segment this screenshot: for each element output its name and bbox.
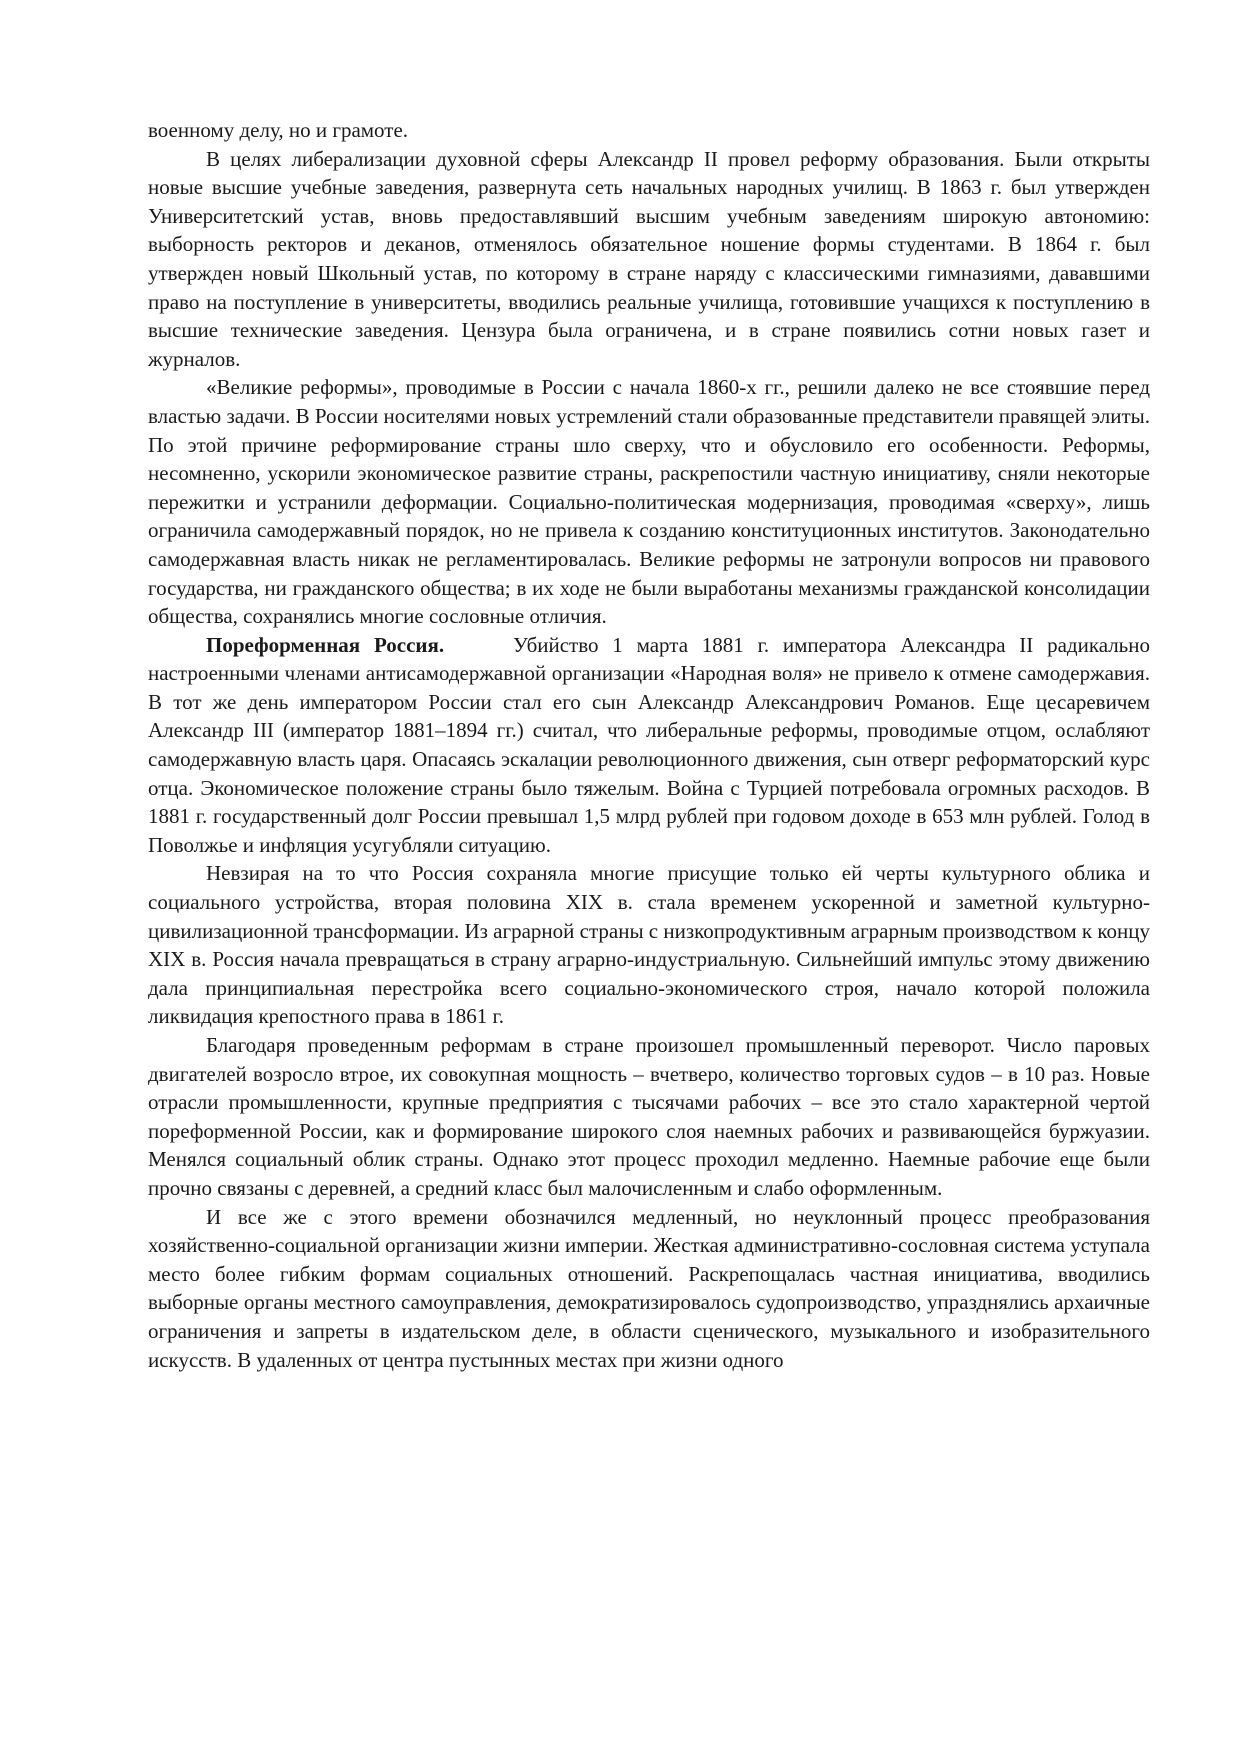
paragraph-text: «Великие реформы», проводимые в России с начала 1860-х гг., решили далеко не все стоявшие перед властью задачи. В России носителями новых устремлений стали образованные представители правящей элиты. По этой причине реформирование страны шло сверху, что и обусловило его особенности. Реформы, несомненно, ускорили экономическое развитие страны, раскрепостили частную инициативу, сняли некоторые пережитки и устранили деформации. Социально-политическая модернизация, проводимая «сверху», лишь ограничила самодержавный порядок, но не привела к созданию конституционных институтов. Законодательно самодержавная власть никак не регламентировалась. Великие реформы не затронули вопросов ни правового государства, ни гражданского общества; в их ходе не были выработаны механизмы гражданской консолидации общества, сохранялись многие сословные отличия. [148,375,1150,629]
paragraph-text: В целях либерализации духовной сферы Александр II провел реформу образования. Были открыты новые высшие учебные заведения, развернута сеть начальных народных училищ. В 1863 г. был утвержден Университетский устав, вновь предоставлявший высшим учебным заведениям широкую автономию: выборность ректоров и деканов, отменялось обязательное ношение формы студентами. В 1864 г. был утвержден новый Школьный устав, по которому в стране наряду с классическими гимназиями, дававшими право на поступление в университеты, вводились реальные училища, готовившие учащихся к поступлению в высшие технические заведения. Цензура была ограничена, и в стране появились сотни новых газет и журналов. [148,146,1150,371]
paragraph-text: военному делу, но и грамоте. [148,118,409,142]
paragraph-text: Невзирая на то что Россия сохраняла многие присущие только ей черты культурного облика и социального устройства, вторая половина XIX в. стала временем ускоренной и заметной культурно-цивилизационной трансформации. Из аграрной страны с низкопродуктивным аграрным производством к концу XIX в. Россия начала превращаться в страну аграрно-индустриальную. Сильнейший импульс этому движению дала принципиальная перестройка всего социально-экономического строя, начало которой положила ликвидация крепостного права в 1861 г. [148,861,1150,1029]
paragraph-text: И все же с этого времени обозначился медленный, но неуклонный процесс преобразования хозяйственно-социальной организации жизни империи. Жесткая административно-сословная система уступала место более гибким формам социальных отношений. Раскрепощалась частная инициатива, вводились выборные органы местного самоуправления, демократизировалось судопроизводство, упразднялись архаичные ограничения и запреты в издательском деле, в области сценического, музыкального и изобразительного искусств. В удаленных от центра пустынных местах при жизни одного [148,1204,1150,1372]
paragraph-continuation [148,116,1150,145]
paragraph-social-organization [148,1203,1150,1375]
paragraph-text: Убийство 1 марта 1881 г. императора Александра II радикально настроенными членами антисамодержавной организации «Народная воля» не привело к отмене самодержавия. В тот же день императором России стал его сын Александр Александрович Романов. Еще цесаревичем Александр III (император 1881–1894 гг.) считал, что либеральные реформы, проводимые отцом, ослабляют самодержавную власть царя. Опасаясь эскалации революционного движения, сын отверг реформаторский курс отца. Экономическое положение страны было тяжелым. Война с Турцией потребовала огромных расходов. В 1881 г. государственный долг России превышал 1,5 млрд рублей при годовом доходе в 653 млн рублей. Голод в Поволжье и инфляция усугубляли ситуацию. [148,632,1151,857]
section-heading: Пореформенная Россия. [206,632,445,657]
document-page [148,116,1150,1374]
paragraph-transformation [148,859,1150,1031]
paragraph-education-reform [148,145,1150,374]
paragraph-post-reform-russia [148,631,1150,860]
paragraph-great-reforms [148,373,1150,630]
paragraph-industrial-revolution [148,1031,1150,1203]
paragraph-text: Благодаря проведенным реформам в стране произошел промышленный переворот. Число паровых двигателей возросло втрое, их совокупная мощность – вчетверо, количество торговых судов – в 10 раз. Новые отрасли промышленности, крупные предприятия с тысячами рабочих – все это стало характерной чертой пореформенной России, как и формирование широкого слоя наемных рабочих и развивающейся буржуазии. Менялся социальный облик страны. Однако этот процесс проходил медленно. Наемные рабочие еще были прочно связаны с деревней, а средний класс был малочисленным и слабо оформленным. [148,1033,1150,1200]
